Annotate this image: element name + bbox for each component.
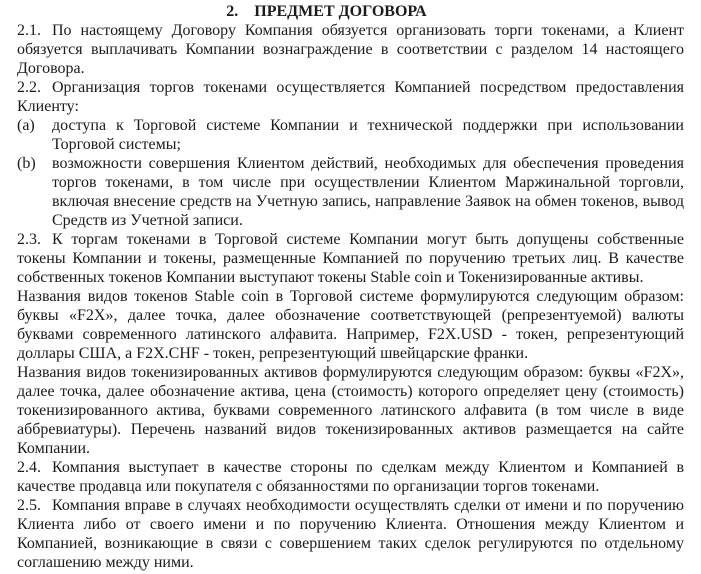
clause-text: По настоящему Договору Компания обязуется организовать торги токенами, а Клиент обязуется выплачивать Компании вознаграждение в соответствии с разделом 14 настоящего Договора.: [17, 22, 684, 77]
clause-text: К торгам токенами в Торговой системе Компании могут быть допущены собственные токены Компании и токены, размещенные Компанией по поручению третьих лиц. В качестве собственных токенов Компании выступают токены Stable coin и Токенизированные активы.: [17, 231, 684, 286]
clause-2-4: [17, 458, 684, 496]
clause-number: 2.2.: [17, 79, 41, 96]
clause-2-5: [17, 496, 684, 572]
clause-number: 2.5.: [17, 497, 41, 514]
clause-number: 2.4.: [17, 459, 41, 476]
clause-text: доступа к Торговой системе Компании и технической поддержки при использовании Торговой системы;: [52, 117, 684, 153]
clause-2-3: [17, 230, 684, 458]
clause-text: возможности совершения Клиентом действий, необходимых для обеспечения проведения торгов токенами, в том числе при осуществлении Клиентом Маржинальной торговли, включая внесение средств на Учетную запись, направление Заявок на обмен токенов, вывод Средств из Учетной записи.: [52, 155, 684, 229]
clause-b: [17, 154, 684, 230]
clause-paragraph: [17, 21, 684, 78]
clause-a: [17, 116, 684, 154]
section-heading-title: ПРЕДМЕТ ДОГОВОРА: [254, 3, 427, 20]
section-heading-number: 2.: [226, 3, 239, 20]
section-heading: [17, 2, 684, 21]
clause-2-1: [17, 21, 684, 78]
clause-paragraph: Названия видов токенов Stable coin в Торговой системе формулируются следующим образом: буквы «F2X», далее точка, далее обозначение соответствующей (репрезентуемой) валюты буквами современного латинского алфавита. Например, F2X.USD - токен, репрезентующий доллары США, а F2X.CHF - токен, репрезентующий швейцарские франки.: [17, 288, 684, 362]
clause-2-2: [17, 78, 684, 116]
clause-number: 2.1.: [17, 22, 41, 39]
clause-text: Компания выступает в качестве стороны по сделкам между Клиентом и Компанией в качестве продавца или покупателя с обязанностями по организации торгов токенами.: [17, 459, 684, 495]
clause-paragraph: [17, 230, 684, 287]
clause-letter: (b): [17, 155, 36, 172]
clause-number: 2.3.: [17, 231, 41, 248]
clause-text: Организация торгов токенами осуществляется Компанией посредством предоставления Клиенту:: [17, 79, 684, 115]
clause-letter: (a): [17, 117, 35, 134]
clause-paragraph: [17, 78, 684, 116]
clause-paragraph: [17, 496, 684, 572]
clause-paragraph: Названия видов токенизированных активов формулируются следующим образом: буквы «F2X», далее точка, далее обозначение актива, цена (стоимость) которого определяет цену (стоимость) токенизированного актива, буквами современного латинского алфавита (в том числе в виде аббревиатуры). Перечень названий видов токенизированных активов размещается на сайте Компании.: [17, 364, 684, 457]
clause-paragraph: [17, 458, 684, 496]
clause-text: Компания вправе в случаях необходимости осуществлять сделки от имени и по поручению Клиента либо от своего имени и по поручению Клиента. Отношения между Клиентом и Компанией, возникающие в связи с совершением таких сделок регулируются по отдельному соглашению между ними.: [17, 497, 684, 571]
